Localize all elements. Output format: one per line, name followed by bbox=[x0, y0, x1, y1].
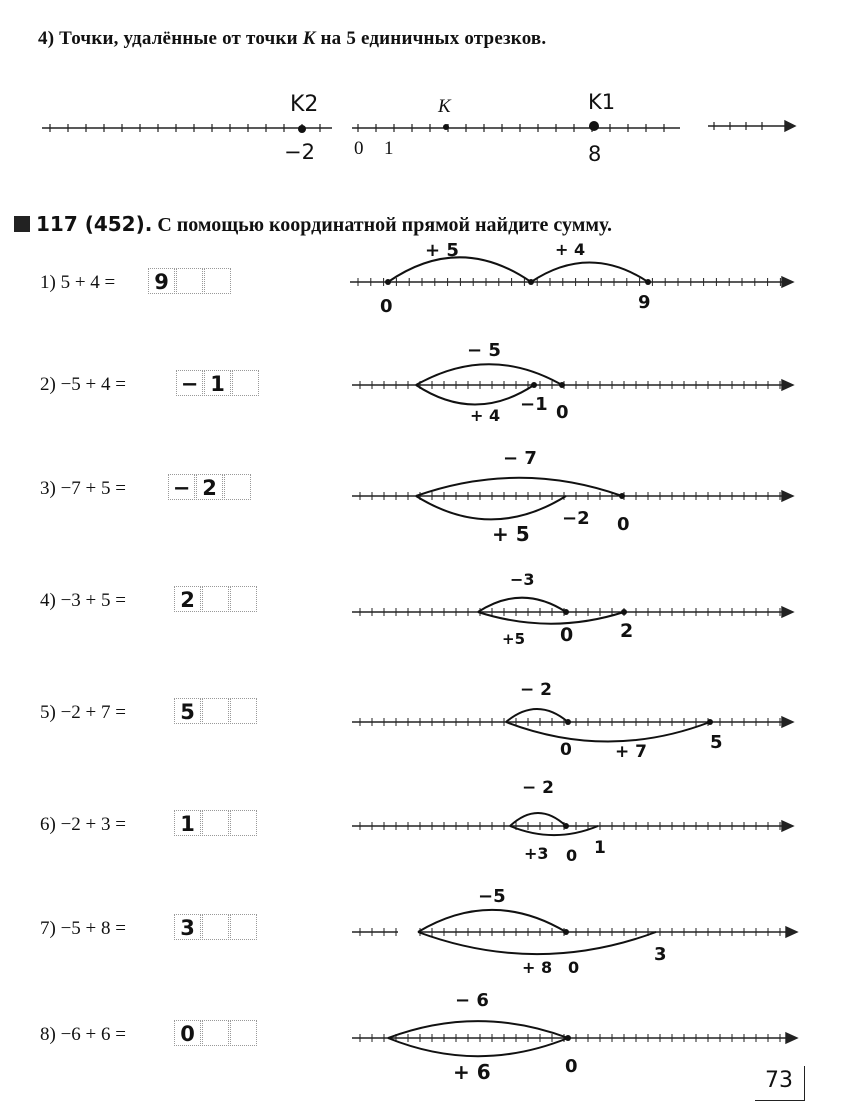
axis-arrow bbox=[782, 821, 793, 831]
answer-cell[interactable]: − bbox=[168, 474, 195, 500]
point bbox=[565, 719, 571, 725]
row-expression: 6) −2 + 3 = bbox=[40, 814, 126, 835]
arc-top bbox=[478, 598, 566, 612]
row-expression: 3) −7 + 5 = bbox=[40, 478, 126, 499]
point bbox=[528, 279, 534, 285]
row5-label-a: 0 bbox=[560, 740, 572, 760]
page-number: 73 bbox=[765, 1068, 793, 1093]
row8-arc-bottom-label: + 6 bbox=[453, 1060, 491, 1084]
row2-arc-top-label: − 5 bbox=[467, 340, 501, 361]
axis-arrow bbox=[782, 380, 793, 390]
page-number-rule bbox=[755, 1100, 805, 1101]
label-minus-two: −2 bbox=[284, 140, 315, 164]
axis-arrow bbox=[786, 927, 797, 937]
row1-label-a: 0 bbox=[380, 296, 393, 317]
row-expression: 5) −2 + 7 = bbox=[40, 702, 126, 723]
row-expression: 8) −6 + 6 = bbox=[40, 1024, 126, 1045]
row3-label-b: 0 bbox=[617, 514, 630, 535]
row7-label-a: 0 bbox=[568, 958, 580, 977]
arc-bottom bbox=[510, 826, 598, 835]
row7-label-b: 3 bbox=[654, 944, 667, 965]
number-line-row-8 bbox=[352, 1021, 797, 1056]
answer-cell[interactable]: 9 bbox=[148, 268, 175, 294]
arc-top bbox=[416, 478, 622, 496]
row4-arc-top-label: −3 bbox=[510, 570, 535, 589]
number-line-row-2 bbox=[352, 364, 793, 404]
row4-label-b: 2 bbox=[620, 620, 634, 642]
label-k2: K2 bbox=[290, 92, 319, 117]
row8-label-a: 0 bbox=[565, 1056, 578, 1077]
row-expression: 4) −3 + 5 = bbox=[40, 590, 126, 611]
number-line-row-6 bbox=[352, 813, 793, 835]
point bbox=[563, 823, 569, 829]
number-line-row-7 bbox=[352, 910, 797, 954]
row-expression: 1) 5 + 4 = bbox=[40, 272, 116, 293]
row7-arc-bottom-label: + 8 bbox=[522, 958, 553, 977]
row1-arc-top-label: + 5 bbox=[425, 240, 459, 261]
row5-arc-bottom-label: + 7 bbox=[615, 742, 647, 762]
arc-bottom bbox=[478, 612, 624, 624]
arc-top bbox=[388, 1021, 568, 1038]
axis-arrow bbox=[782, 717, 793, 727]
task4-title-prefix: 4) Точки, удалённые от точки bbox=[38, 28, 298, 49]
point bbox=[563, 609, 569, 615]
row6-arc-top-label: − 2 bbox=[522, 778, 554, 798]
task4-title-variable: K bbox=[302, 28, 316, 49]
number-line-row-4 bbox=[352, 598, 793, 624]
row2-arc-bottom-label: + 4 bbox=[470, 406, 501, 425]
arc-top bbox=[506, 709, 568, 722]
axis-arrow bbox=[782, 491, 793, 501]
row4-arc-bottom-label: +5 bbox=[502, 630, 526, 648]
point bbox=[621, 609, 627, 615]
row8-arc-top-label: − 6 bbox=[455, 990, 489, 1011]
point bbox=[565, 1035, 571, 1041]
arc-bottom bbox=[506, 722, 710, 742]
answer-cell[interactable]: − bbox=[176, 370, 203, 396]
label-zero: 0 bbox=[354, 138, 364, 159]
page-number-rule-vertical bbox=[804, 1066, 805, 1101]
row5-label-b: 5 bbox=[710, 732, 723, 753]
label-eight: 8 bbox=[588, 142, 602, 166]
row5-arc-top-label: − 2 bbox=[520, 680, 552, 700]
row7-arc-top-label: −5 bbox=[478, 886, 506, 907]
label-k1: K1 bbox=[588, 90, 616, 114]
row-expression: 7) −5 + 8 = bbox=[40, 918, 126, 939]
point bbox=[559, 382, 565, 388]
arc-bottom bbox=[418, 932, 656, 954]
row3-label-a: −2 bbox=[562, 508, 590, 529]
axis-arrow bbox=[786, 1033, 797, 1043]
row3-arc-top-label: − 7 bbox=[503, 448, 537, 469]
row1-arc-bottom-label: + 4 bbox=[555, 240, 586, 259]
label-one: 1 bbox=[384, 138, 394, 159]
point bbox=[645, 279, 651, 285]
row6-label-a: 0 bbox=[566, 846, 578, 865]
row2-label-b: 0 bbox=[556, 402, 569, 423]
point bbox=[531, 382, 537, 388]
arc-bottom bbox=[416, 496, 566, 519]
arc-top bbox=[531, 263, 648, 283]
answer-cell[interactable]: 2 bbox=[196, 474, 223, 500]
answer-cell[interactable]: 2 bbox=[174, 586, 201, 612]
row2-label-a: −1 bbox=[520, 394, 548, 415]
answer-cell[interactable]: 1 bbox=[174, 810, 201, 836]
task4-title-suffix: на 5 единичных отрезков. bbox=[320, 28, 547, 49]
point bbox=[707, 719, 713, 725]
number-line-row-1 bbox=[350, 257, 793, 287]
row6-label-b: 1 bbox=[594, 838, 606, 858]
label-k: K bbox=[438, 96, 451, 117]
answer-cell[interactable]: 0 bbox=[174, 1020, 201, 1046]
answer-cell[interactable]: 1 bbox=[204, 370, 231, 396]
row3-arc-bottom-label: + 5 bbox=[492, 522, 530, 546]
arc-top bbox=[510, 813, 566, 826]
row1-label-b: 9 bbox=[638, 292, 651, 313]
axis-arrow bbox=[782, 277, 793, 287]
arc-bottom bbox=[388, 1038, 568, 1056]
point bbox=[563, 929, 569, 935]
answer-cell[interactable]: 3 bbox=[174, 914, 201, 940]
row4-label-a: 0 bbox=[560, 624, 574, 646]
number-line-row-5 bbox=[352, 709, 793, 742]
axis-arrow bbox=[782, 607, 793, 617]
exercise-text: С помощью координатной прямой найдите сумму. bbox=[157, 214, 613, 236]
row6-arc-bottom-label: +3 bbox=[524, 844, 549, 863]
exercise-number: 117 (452). bbox=[36, 212, 153, 236]
answer-cell[interactable]: 5 bbox=[174, 698, 201, 724]
point bbox=[385, 279, 391, 285]
row-expression: 2) −5 + 4 = bbox=[40, 374, 126, 395]
point bbox=[619, 493, 625, 499]
